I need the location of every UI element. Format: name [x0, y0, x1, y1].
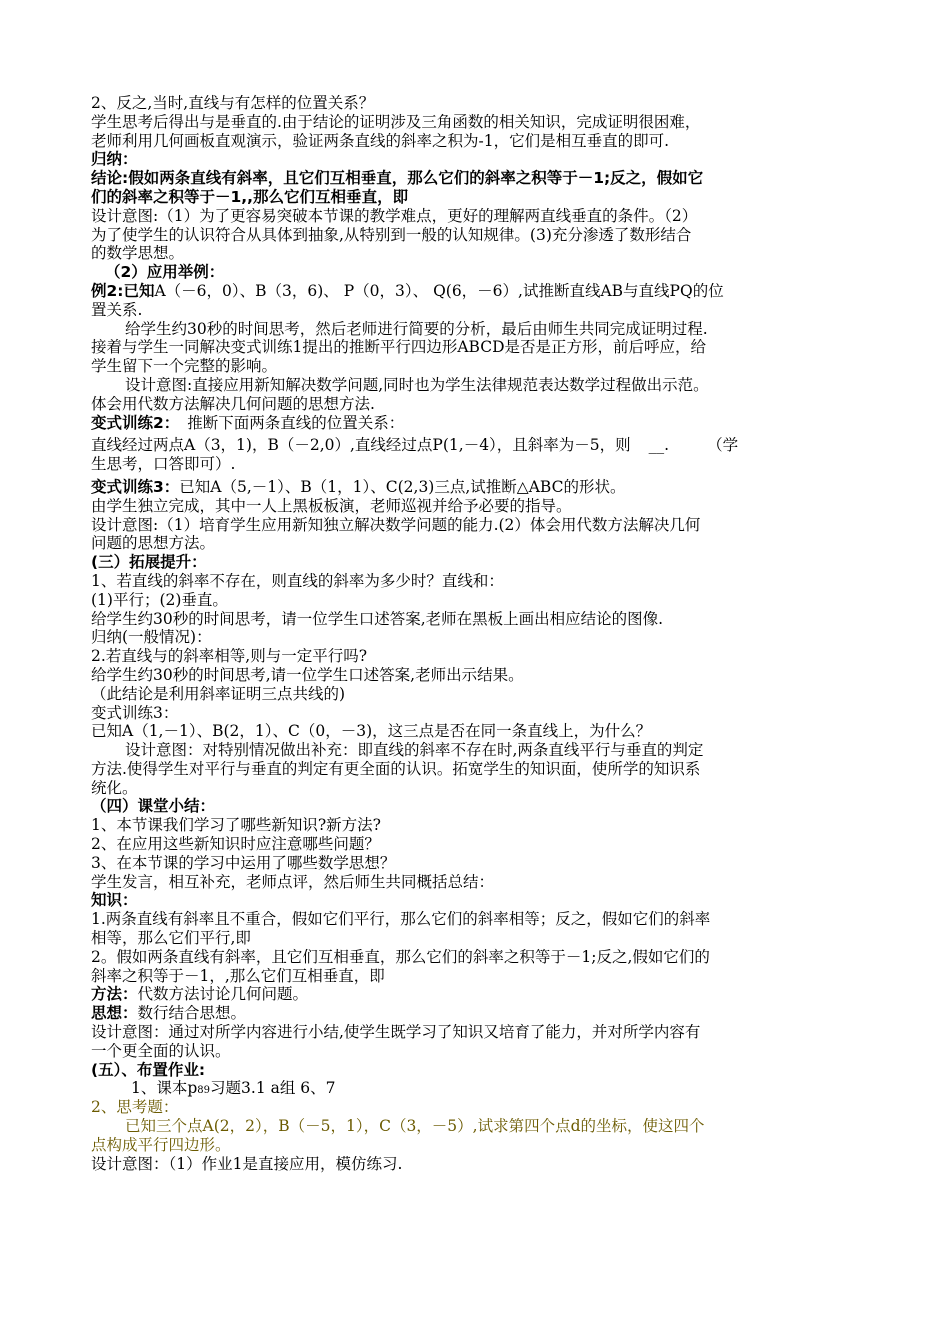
- section-heading: (三）拓展提升：: [91, 553, 207, 572]
- method-label: 方法：: [91, 985, 138, 1004]
- document-body: [91, 94, 861, 1173]
- text-line: 体会用代数方法解决几何问题的思想方法.: [91, 394, 375, 413]
- text-line: 设计意图：对特别情况做出补充：即直线的斜率不存在时,两条直线平行与垂直的判定: [125, 741, 704, 760]
- conclusion-line: 们的斜率之积等于－1,,那么它们互相垂直，即: [91, 187, 409, 206]
- section-heading: （2）应用举例：: [105, 263, 225, 282]
- text-line: 变式训练3：: [91, 703, 179, 722]
- text-line: 2。假如两条直线有斜率，且它们互相垂直，那么它们的斜率之积等于－1;反之,假如它们的: [91, 947, 710, 966]
- variant-label: 变式训练2：: [91, 413, 180, 432]
- text-line: 设计意图:（1）为了更容易突破本节课的教学难点，更好的理解两直线垂直的条件。（2）: [91, 206, 698, 225]
- variant-label: 变式训练3：: [91, 477, 180, 496]
- text-line: 学生发言，相互补充，老师点评，然后师生共同概括总结：: [91, 872, 495, 891]
- problem-text: 直线经过两点A（3，1)，B（－2,0）,直线经过点P(1,－4），且斜率为－5，则: [91, 436, 631, 455]
- text-line: 已知三个点A(2，2），B（－5，1），C（3，－5）,试求第四个点d的坐标，使这四个: [125, 1117, 705, 1136]
- heading-knowledge: 知识：: [91, 891, 138, 910]
- text-line: 设计意图:（1）培育学生应用新知独立解决数学问题的能力.(2）体会用代数方法解决几何: [91, 515, 701, 534]
- text-line: 给学生约30秒的时间思考，然后老师进行简要的分析，最后由师生共同完成证明过程.: [125, 319, 708, 338]
- text-line: 的数学思想。: [91, 244, 185, 263]
- conclusion-line: 结论:假如两条直线有斜率，且它们互相垂直，那么它们的斜率之积等于－1;反之，假如它: [91, 169, 704, 188]
- text-line: 由学生独立完成，其中一人上黑板板演，老师巡视并给予必要的指导。: [91, 496, 572, 515]
- text-line: 斜率之积等于－1，,那么它们互相垂直，即: [91, 966, 385, 985]
- text-line: 学生思考后得出与是垂直的.由于结论的证明涉及三角函数的相关知识，完成证明很困难，: [91, 112, 701, 131]
- thought-text: 数行结合思想。: [137, 1004, 247, 1023]
- variant-3-line: [91, 478, 861, 497]
- text-line: 给学生约30秒的时间思考，请一位学生口述答案,老师在黑板上画出相应结论的图像.: [91, 609, 664, 628]
- text-line: 给学生约30秒的时间思考,请一位学生口述答案,老师出示结果。: [91, 665, 524, 684]
- text-line: 1.两条直线有斜率且不重合，假如它们平行，那么它们的斜率相等；反之，假如它们的斜率: [91, 910, 711, 929]
- variant-text: 已知A（5,－1）、B（1，1）、C(2,3)三点,试推断△ABC的形状。: [179, 477, 626, 496]
- text-line: 1、若直线的斜率不存在，则直线的斜率为多少时？直线和：: [91, 571, 504, 590]
- problem-note: （学: [707, 436, 739, 455]
- text-line: 统化。: [91, 778, 138, 797]
- homework-text: 习题3.1 a组 6、7: [210, 1079, 336, 1098]
- method-text: 代数方法讨论几何问题。: [137, 985, 309, 1004]
- problem-line: [91, 436, 861, 455]
- homework-text: 1、课本p: [131, 1079, 198, 1098]
- homework-line: [91, 1079, 861, 1098]
- text-line: 接着与学生一同解决变式训练1提出的推断平行四边形ABCD是否是正方形，前后呼应，给: [91, 338, 707, 357]
- text-line: 设计意图：（1）作业1是直接应用，模仿练习.: [91, 1154, 403, 1173]
- text-line: 老师利用几何画板直观演示，验证两条直线的斜率之积为-1，它们是相互垂直的即可.: [91, 131, 670, 150]
- text-line: 问题的思想方法。: [91, 534, 216, 553]
- text-line: 设计意图:直接应用新知解决数学问题,同时也为学生法律规范表达数学过程做出示范。: [125, 375, 709, 394]
- text-line: 生思考，口答即可）.: [91, 455, 236, 474]
- text-line: 3、在本节课的学习中运用了哪些数学思想？: [91, 853, 396, 872]
- thought-label: 思想：: [91, 1004, 138, 1023]
- heading-summary: 归纳：: [91, 150, 138, 169]
- text-line: 相等，那么它们平行,即: [91, 929, 251, 948]
- text-line: 1、本节课我们学习了哪些新知识?新方法?: [91, 816, 381, 835]
- example-label: 例2:已知: [91, 281, 155, 300]
- text-line: 2、思考题：: [91, 1098, 179, 1117]
- text-line: 已知A（1,－1）、B(2，1）、C（0，－3)，这三点是否在同一条直线上，为什么？: [91, 722, 652, 741]
- text-line: (1)平行；(2)垂直。: [91, 590, 228, 609]
- text-line: （此结论是利用斜率证明三点共线的): [91, 684, 346, 703]
- text-line: 2、反之,当时,直线与有怎样的位置关系？: [91, 94, 375, 112]
- text-line: 为了使学生的认识符合从具体到抽象,从特别到一般的认知规律。(3)充分渗透了数形结合: [91, 225, 692, 244]
- method-line: [91, 985, 861, 1004]
- text-line: 归纳(一般情况)：: [91, 628, 212, 647]
- text-line: 置关系.: [91, 300, 143, 319]
- text-line: 设计意图：通过对所学内容进行小结,使学生既学习了知识又培育了能力，并对所学内容有: [91, 1023, 701, 1042]
- variant-2-line: [91, 414, 861, 433]
- section-heading: (五）、布置作业:: [91, 1060, 206, 1079]
- text-line: 2、在应用这些新知识时应注意哪些问题？: [91, 835, 380, 854]
- section-heading: （四）课堂小结：: [91, 797, 216, 816]
- text-line: 2.若直线与的斜率相等,则与一定平行吗?: [91, 647, 368, 666]
- example-text: A（－6，0）、B（3，6)、 P（0，3）、 Q(6，－6）,试推断直线AB与直线PQ的位: [154, 281, 724, 300]
- text-line: 点构成平行四边形。: [91, 1135, 231, 1154]
- text-line: 方法.使得学生对平行与垂直的判定有更全面的认识。拓宽学生的知识面，使所学的知识系: [91, 759, 701, 778]
- thought-line: [91, 1004, 861, 1023]
- variant-text: 推断下面两条直线的位置关系：: [187, 413, 405, 432]
- page-subscript: 89: [197, 1085, 211, 1097]
- example-line: [91, 282, 861, 301]
- answer-blank: __.: [648, 436, 670, 455]
- text-line: 学生留下一个完整的影响。: [91, 357, 278, 376]
- text-line: 一个更全面的认识。: [91, 1041, 231, 1060]
